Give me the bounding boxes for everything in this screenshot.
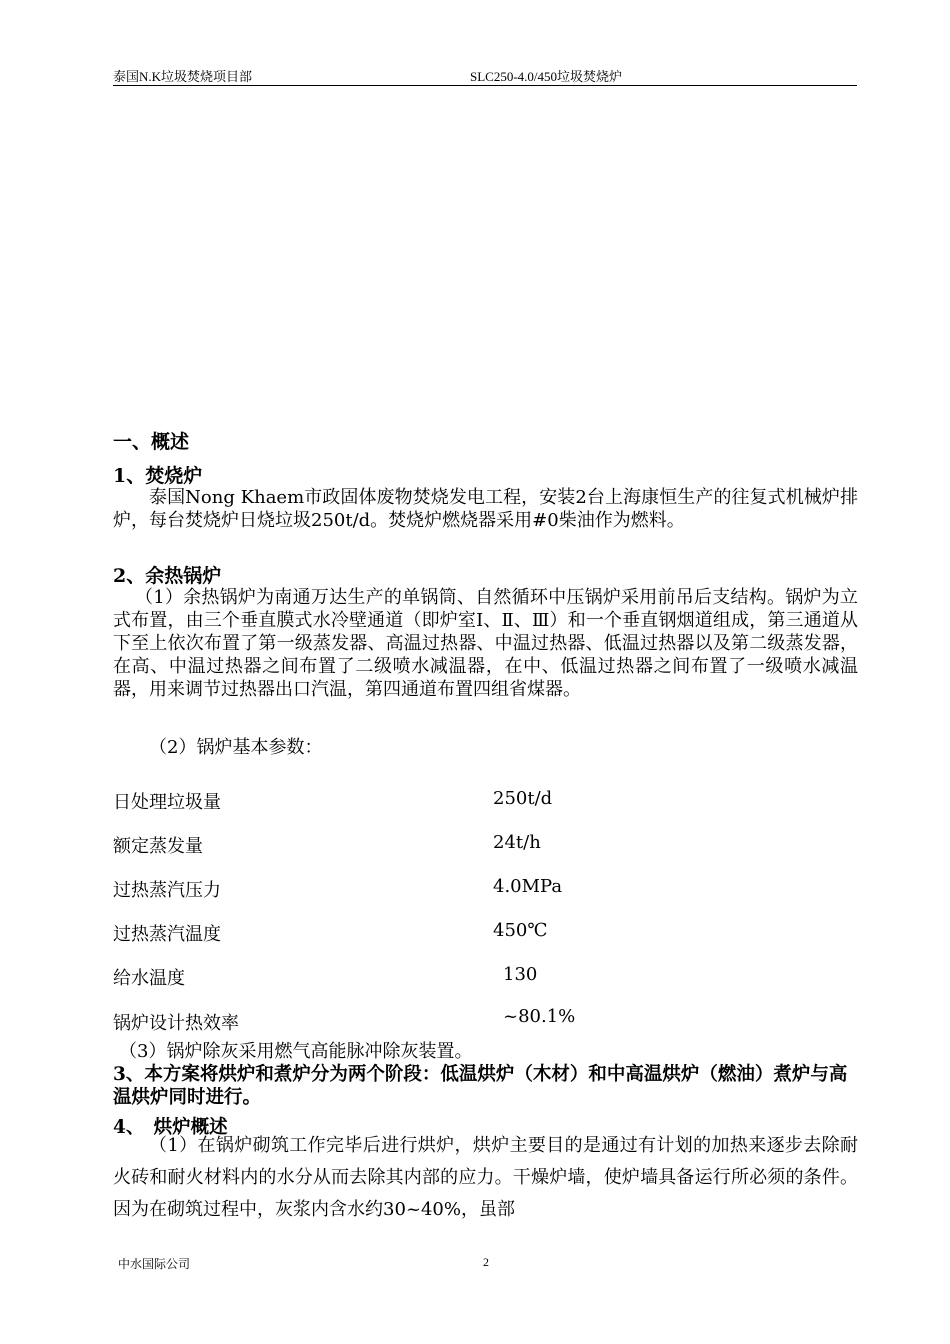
- subsection-2-text: （1）余热锅炉为南通万达生产的单锅筒、自然循环中压锅炉采用前吊后支结构。锅炉为立式布置，由三个垂直膜式水冷壁通道（即炉室Ⅰ、Ⅱ、Ⅲ）和一个垂直钢烟道组成，第三通道从下至上依次布置了第一级蒸发器、高温过热器、中温过热器、低温过热器以及第二级蒸发器，在高、中温过热器之间布置了二级喷水减温器，在中、低温过热器之间布置了一级喷水减温器，用来调节过热器出口汽温，第四通道布置四组省煤器。: [113, 587, 858, 700]
- header-rule: [113, 85, 857, 86]
- param-label: 锅炉设计热效率: [113, 1013, 239, 1034]
- param-value: 4.0MPa: [493, 876, 563, 897]
- subsection-1-title: 1、焚烧炉: [113, 465, 203, 487]
- footer-company: 中水国际公司: [118, 1257, 191, 1271]
- param-value: 130: [503, 964, 538, 985]
- subsection-2-title: 2、余热锅炉: [113, 565, 222, 587]
- subsection-2-ash-removal: （3）锅炉除灰采用燃气高能脉冲除灰装置。: [119, 1041, 473, 1062]
- param-value: ~80.1%: [503, 1006, 576, 1027]
- param-label: 给水温度: [113, 968, 185, 989]
- subsection-1-text: 泰国Nong Khaem市政固体废物焚烧发电工程，安装2台上海康恒生产的往复式机械炉排炉，每台焚烧炉日烧垃圾250t/d。焚烧炉燃烧器采用#0柴油作为燃料。: [113, 487, 858, 531]
- param-value: 24t/h: [493, 832, 541, 853]
- subsection-2-params-heading: （2）锅炉基本参数：: [149, 737, 323, 758]
- subsection-3-text: 3、本方案将烘炉和煮炉分为两个阶段：低温烘炉（木材）和中高温烘炉（燃油）煮炉与高温烘炉同时进行。: [113, 1064, 848, 1108]
- header-left: 泰国N.K垃圾焚烧项目部: [113, 69, 253, 84]
- header-right: SLC250-4.0/450垃圾焚烧炉: [470, 69, 623, 84]
- param-label: 过热蒸汽压力: [113, 880, 221, 901]
- subsection-4-title: 4、 烘炉概述: [113, 1117, 228, 1138]
- section-title: 一、概述: [113, 431, 190, 453]
- page-number: 2: [483, 1255, 489, 1269]
- param-label: 额定蒸发量: [113, 836, 203, 857]
- param-value: 250t/d: [493, 788, 553, 809]
- param-label: 过热蒸汽温度: [113, 924, 221, 945]
- param-label: 日处理垃圾量: [113, 792, 221, 813]
- subsection-4-text: （1）在锅炉砌筑工作完毕后进行烘炉，烘炉主要目的是通过有计划的加热来逐步去除耐火砖和耐火材料内的水分从而去除其内部的应力。干燥炉墙，使炉墙具备运行所必须的条件。因为在砌筑过程中，灰浆内含水约30~40%，虽部: [113, 1135, 858, 1220]
- param-value: 450℃: [493, 920, 548, 941]
